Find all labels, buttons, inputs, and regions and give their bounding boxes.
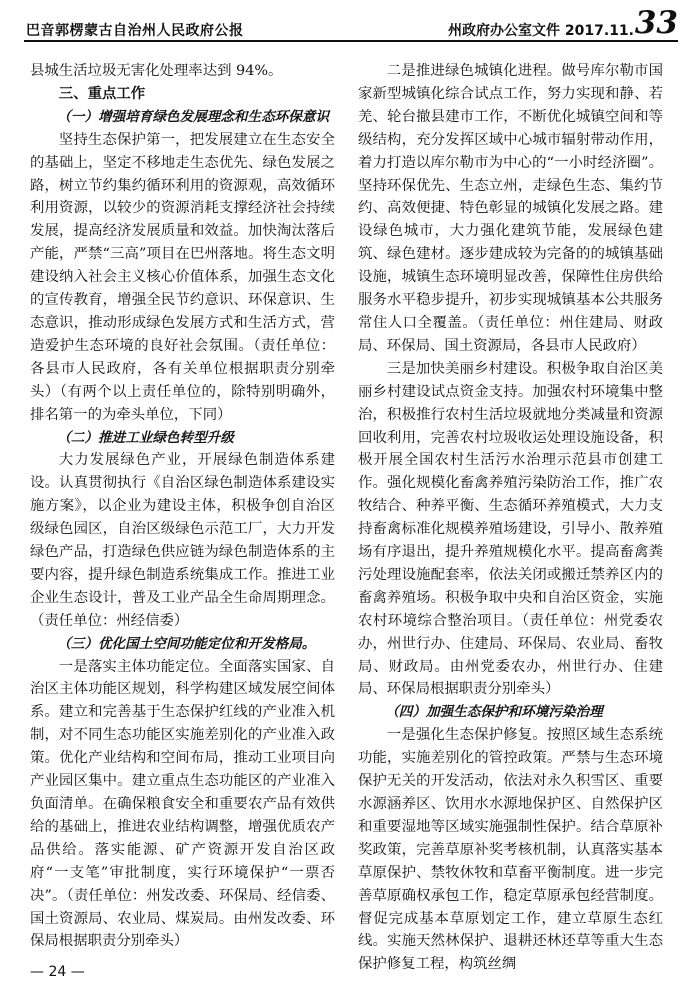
document-type: 州政府办公室文件 2017.11. [448,23,634,39]
paragraph: 三是加快美丽乡村建设。积极争取自治区美丽乡村建设试点资金支持。加强农村环境集中整治，积极推行农村生活垃圾就地分类减量和资源回收利用，完善农村垃圾收运处理设施设备，积极开展全国农村生活污水治理示范县市创建工作。强化规模化畜禽养殖污染防治工作，推广农牧结合、种养平衡、生态循环养殖模式，大力支持畜禽标准化规模养殖场建设，引导小、散养殖场有序退出，提升养殖规模化水平。提高畜禽粪污处理设施配套率，依法关闭或搬迁禁养区内的畜禽养殖场。积极争取中央和自治区资金，实施农村环境综合整治项目。（责任单位：州党委农办，州世行办、住建局、环保局、农业局、畜牧局、财政局。由州党委农办，州世行办、住建局、环保局根据职责分别牵头） [358,360,663,698]
paragraph: 坚持生态保护第一，把发展建立在生态安全的基础上，坚定不移地走生态优先、绿色发展之路，树立节约集约循环利用的资源观，高效循环利用资源，以较少的资源消耗支撑经济社会持续发展，提高经济发展质量和效益。加快淘汰落后产能，严禁“三高”项目在巴州落地。将生态文明建设纳入社会主义核心价值体系，加强生态文化的宣传教育，增强全民节约意识、环保意识、生态意识，推动形成绿色发展方式和生活方式，营造爱护生态环境的良好社会氛围。（责任单位：各县市人民政府，各有关单位根据职责分别牵头）（有两个以上责任单位的，除特别明确外，排名第一的为牵头单位，下同） [30,131,335,423]
subsection-heading: （三）优化国土空间功能定位和开发格局。 [57,635,316,652]
paragraph: 县城生活垃圾无害化处理率达到 94%。 [30,63,283,79]
header-rule [24,40,678,42]
page-number: — 24 — [30,964,85,980]
right-column [358,60,663,976]
paragraph: 一是强化生态保护修复。按照区域生态系统功能，实施差别化的管控政策。严禁与生态环境保护无关的开发活动，依法对永久积雪区、重要水源涵养区、饮用水水源地保护区、自然保护区和重要湿地等区域实施强制性保护。结合草原补奖政策，完善草原补奖考核机制，认真落实基本草原保护、禁牧休牧和草畜平衡制度。进一步完善草原确权承包工作，稳定草原承包经营制度。督促完成基本草原划定工作，建立草原生态红线。实施天然林保护、退耕还林还草等重大生态保护修复工程，构筑丝绸 [358,727,663,973]
journal-title: 巴音郭楞蒙古自治州人民政府公报 [26,23,244,39]
subsection-heading: （一）增强培育绿色发展理念和生态环保意识 [57,108,330,125]
paragraph: 二是推进绿色城镇化进程。做号库尔勒市国家新型城镇化综合试点工作，努力实现和静、若羌、轮台撤县建市工作，不断优化城镇空间和等级结构，充分发挥区域中心城市辐射带动作用，着力打造以库尔勒市为中心的“一小时经济圈”。坚持环保优先、生态立州，走绿色生态、集约节约、高效便捷、特色彰显的城镇化发展之路。建设绿色城市，大力强化建筑节能，发展绿色建筑、绿色建材。逐步建成较为完备的的城镇基础设施，城镇生态环境明显改善，保障性住房供给服务水平稳步提升，初步实现城镇基本公共服务常住人口全覆盖。（责任单位：州住建局、财政局、环保局、国土资源局，各县市人民政府） [358,63,663,354]
left-column [30,60,335,953]
subsection-heading: （四）加强生态保护和环境污染治理 [385,704,603,721]
section-heading: 三、重点工作 [58,85,146,102]
subsection-heading: （二）推进工业绿色转型升级 [57,429,234,446]
issue-number: 33 [634,5,678,41]
paragraph: 一是落实主体功能定位。全面落实国家、自治区主体功能区规划，科学构建区域发展空间体系。建立和完善基于生态保护红线的产业准入机制，对不同生态功能区实施差别化的产业准入政策。优化产业结构和空间布局，推动工业项目向产业园区集中。建立重点生态功能区的产业准入负面清单。在确保粮食安全和重要农产品有效供给的基础上，推进农业结构调整，增强优质农产品供给。落实能源、矿产资源开发自治区政府“一支笔”审批制度，实行环境保护“一票否决”。（责任单位：州发改委、环保局、经信委、国土资源局、农业局、煤炭局。由州发改委、环保局根据职责分别牵头） [30,658,335,950]
paragraph: 大力发展绿色产业，开展绿色制造体系建设。认真贯彻执行《自治区绿色制造体系建设实施方案》，以企业为建设主体，积极争创自治区级绿色园区，自治区级绿色示范工厂，大力开发绿色产品，打造绿色供应链为绿色制造体系的主要内容，提升绿色制造系统集成工作。推进工业企业生态设计，普及工业产品全生命周期理念。（责任单位：州经信委） [30,452,335,629]
page-header [24,6,678,40]
